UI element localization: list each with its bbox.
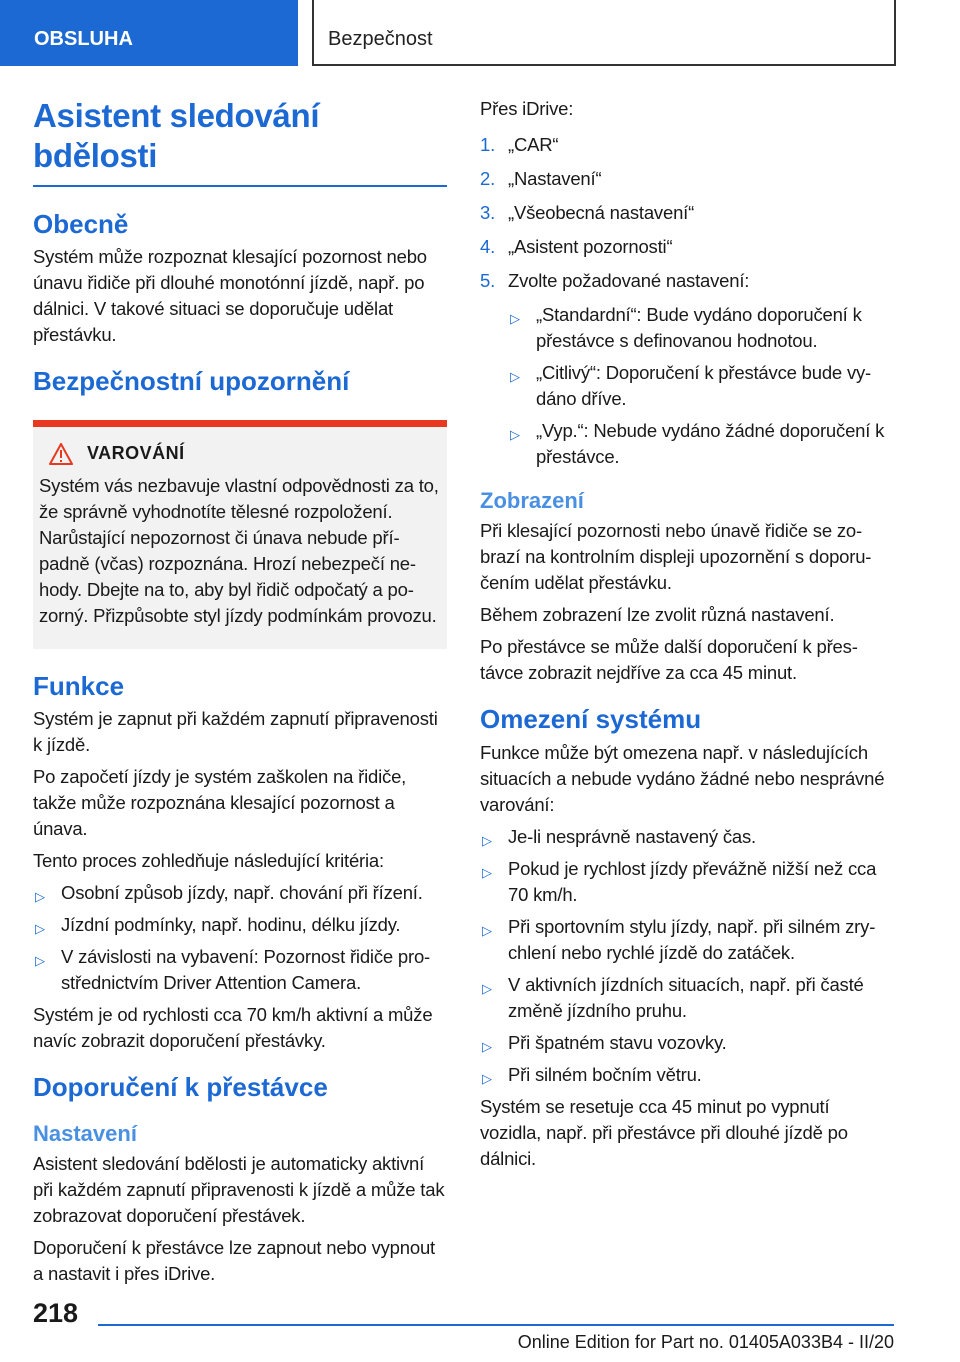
footer-divider <box>98 1324 894 1326</box>
warning-title: VAROVÁNÍ <box>87 443 185 464</box>
section-tab: OBSLUHA <box>0 0 298 66</box>
triangle-right-icon: ▷ <box>482 922 492 938</box>
heading-general: Obecně <box>33 209 129 240</box>
list-item: ▷ Při špatném stavu vozovky. <box>480 1030 894 1056</box>
triangle-right-icon: ▷ <box>482 864 492 880</box>
heading-limits: Omezení systému <box>480 704 702 735</box>
list-item: ▷ Pokud je rychlost jízdy převážně nižší než cca 70 km/h. <box>482 857 877 905</box>
display-text-2: Během zobrazení lze zvolit různá nastavení. <box>480 604 835 626</box>
triangle-right-icon: ▷ <box>510 311 520 326</box>
list-item: ▷ Jízdní podmínky, např. hodinu, délku jízdy. <box>33 912 447 938</box>
warning-text: Systém vás nezbavuje vlastní odpovědnosti za to, že správně vyhodnotíte tělesné rozpoložení. Narůstající nepozornost či únava nebude případně (včas) rozpoznána. Hrozí nebezpečí nehody. Dbejte na to, aby byl řidič odpočatý a pozorný. Přizpůsobte styl jízdy podmínkám provozu. <box>39 474 439 626</box>
list-item: ▷ „Vyp.“: Nebude vydáno žádné doporučení k přestávce. <box>510 420 885 467</box>
heading-function: Funkce <box>33 670 125 701</box>
page-title: Asistent sledování bdělosti <box>33 96 447 187</box>
triangle-right-icon: ▷ <box>482 1070 492 1086</box>
warning-triangle-icon <box>49 443 73 465</box>
page-header <box>0 0 960 66</box>
right-column <box>480 96 894 1178</box>
step-item: 1. „CAR“ <box>480 134 559 155</box>
triangle-right-icon: ▷ <box>482 980 492 996</box>
step-item: 5. Zvolte požadované nastavení: ▷ „Standardní“: Bude vydáno doporučení k přestávce s definovanou hodnotou. ▷ „Citlivý“: Doporučení k přestávce bude vydáno dříve. ▷ „Vyp.“: Nebude vydáno žádné doporučení k přestávce. <box>480 268 894 470</box>
heading-safety: Bezpečnostní upozornění <box>33 366 350 397</box>
edition-text: Online Edition for Part no. 01405A033B4 - II/20 <box>517 1332 894 1352</box>
display-text-3: Po přestávce se může další doporučení k přestávce zobrazit nejdříve za cca 45 minut. <box>480 636 858 684</box>
general-text: Systém může rozpoznat klesající pozornost nebo únavu řidiče při dlouhé monotónní jízdě, např. po dálnici. V takové situaci se doporučuje udělat přestávku. <box>33 246 427 346</box>
warning-header <box>39 443 441 465</box>
function-text-4: Systém je od rychlosti cca 70 km/h aktivní a může navíc zobrazit doporučení přestávky. <box>33 1003 433 1051</box>
triangle-right-icon: ▷ <box>482 1038 492 1054</box>
list-item: ▷ Osobní způsob jízdy, např. chování při řízení. <box>33 880 447 906</box>
page-footer <box>0 1290 960 1362</box>
list-item: ▷ „Standardní“: Bude vydáno doporučení k přestávce s definovanou hodnotou. <box>510 304 862 351</box>
heading-recommendation: Doporučení k přestávce <box>33 1071 328 1102</box>
topic-tab: Bezpečnost <box>312 0 896 66</box>
list-item: ▷ Při silném bočním větru. <box>480 1062 894 1088</box>
settings-text-1: Asistent sledování bdělosti je automaticky aktivní při každém zapnutí připravenosti k jízdě a může tak zobrazovat doporučení přestávek. <box>33 1153 445 1227</box>
list-item: ▷ V závislosti na vybavení: Pozornost řidiče prostřednictvím Driver Attention Camera. <box>35 945 431 993</box>
limits-text-1: Funkce může být omezena např. v následujících situacích a nebude vydáno žádné nebo nesprávné varování: <box>480 741 885 815</box>
heading-display: Zobrazení <box>480 488 584 513</box>
criteria-list <box>33 880 447 996</box>
options-list <box>508 302 894 470</box>
page-number: 218 <box>33 1298 79 1328</box>
function-text-2: Po započetí jízdy je systém zaškolen na řidiče, takže může rozpoznána klesající pozornost a únava. <box>33 765 407 839</box>
triangle-right-icon: ▷ <box>35 920 45 936</box>
list-item: ▷ Při sportovním stylu jízdy, např. při silném zrychlení nebo rychlé jízdě do zatáček. <box>482 915 876 963</box>
triangle-right-icon: ▷ <box>510 369 520 384</box>
steps-list <box>480 132 894 470</box>
function-text-1: Systém je zapnut při každém zapnutí připravenosti k jízdě. <box>33 707 438 755</box>
step-item: 2. „Nastavení“ <box>480 168 602 189</box>
idrive-intro: Přes iDrive: <box>480 98 574 119</box>
settings-text-2: Doporučení k přestávce lze zapnout nebo vypnout a nastavit i přes iDrive. <box>33 1237 435 1285</box>
warning-box <box>33 420 447 649</box>
triangle-right-icon: ▷ <box>510 427 520 442</box>
left-column <box>33 96 447 1293</box>
limits-list <box>480 824 894 1088</box>
display-text-1: Při klesající pozornosti nebo únavě řidiče se zobrazí na kontrolním displeji upozornění s doporučením udělat přestávku. <box>480 520 872 594</box>
list-item: ▷ „Citlivý“: Doporučení k přestávce bude vydáno dříve. <box>510 362 872 409</box>
triangle-right-icon: ▷ <box>35 952 45 968</box>
step-item: 4. „Asistent pozornosti“ <box>480 236 673 257</box>
function-text-3: Tento proces zohledňuje následující kritéria: <box>33 849 384 871</box>
list-item: ▷ V aktivních jízdních situacích, např. při časté změně jízdního pruhu. <box>482 973 864 1021</box>
triangle-right-icon: ▷ <box>35 888 45 904</box>
step-item: 3. „Všeobecná nastavení“ <box>480 202 695 223</box>
list-item: ▷ Je-li nesprávně nastavený čas. <box>480 824 894 850</box>
triangle-right-icon: ▷ <box>482 832 492 848</box>
heading-settings: Nastavení <box>33 1120 137 1146</box>
limits-text-2: Systém se resetuje cca 45 minut po vypnutí vozidla, např. při přestávce při dlouhé jízdě po dálnici. <box>480 1095 848 1169</box>
